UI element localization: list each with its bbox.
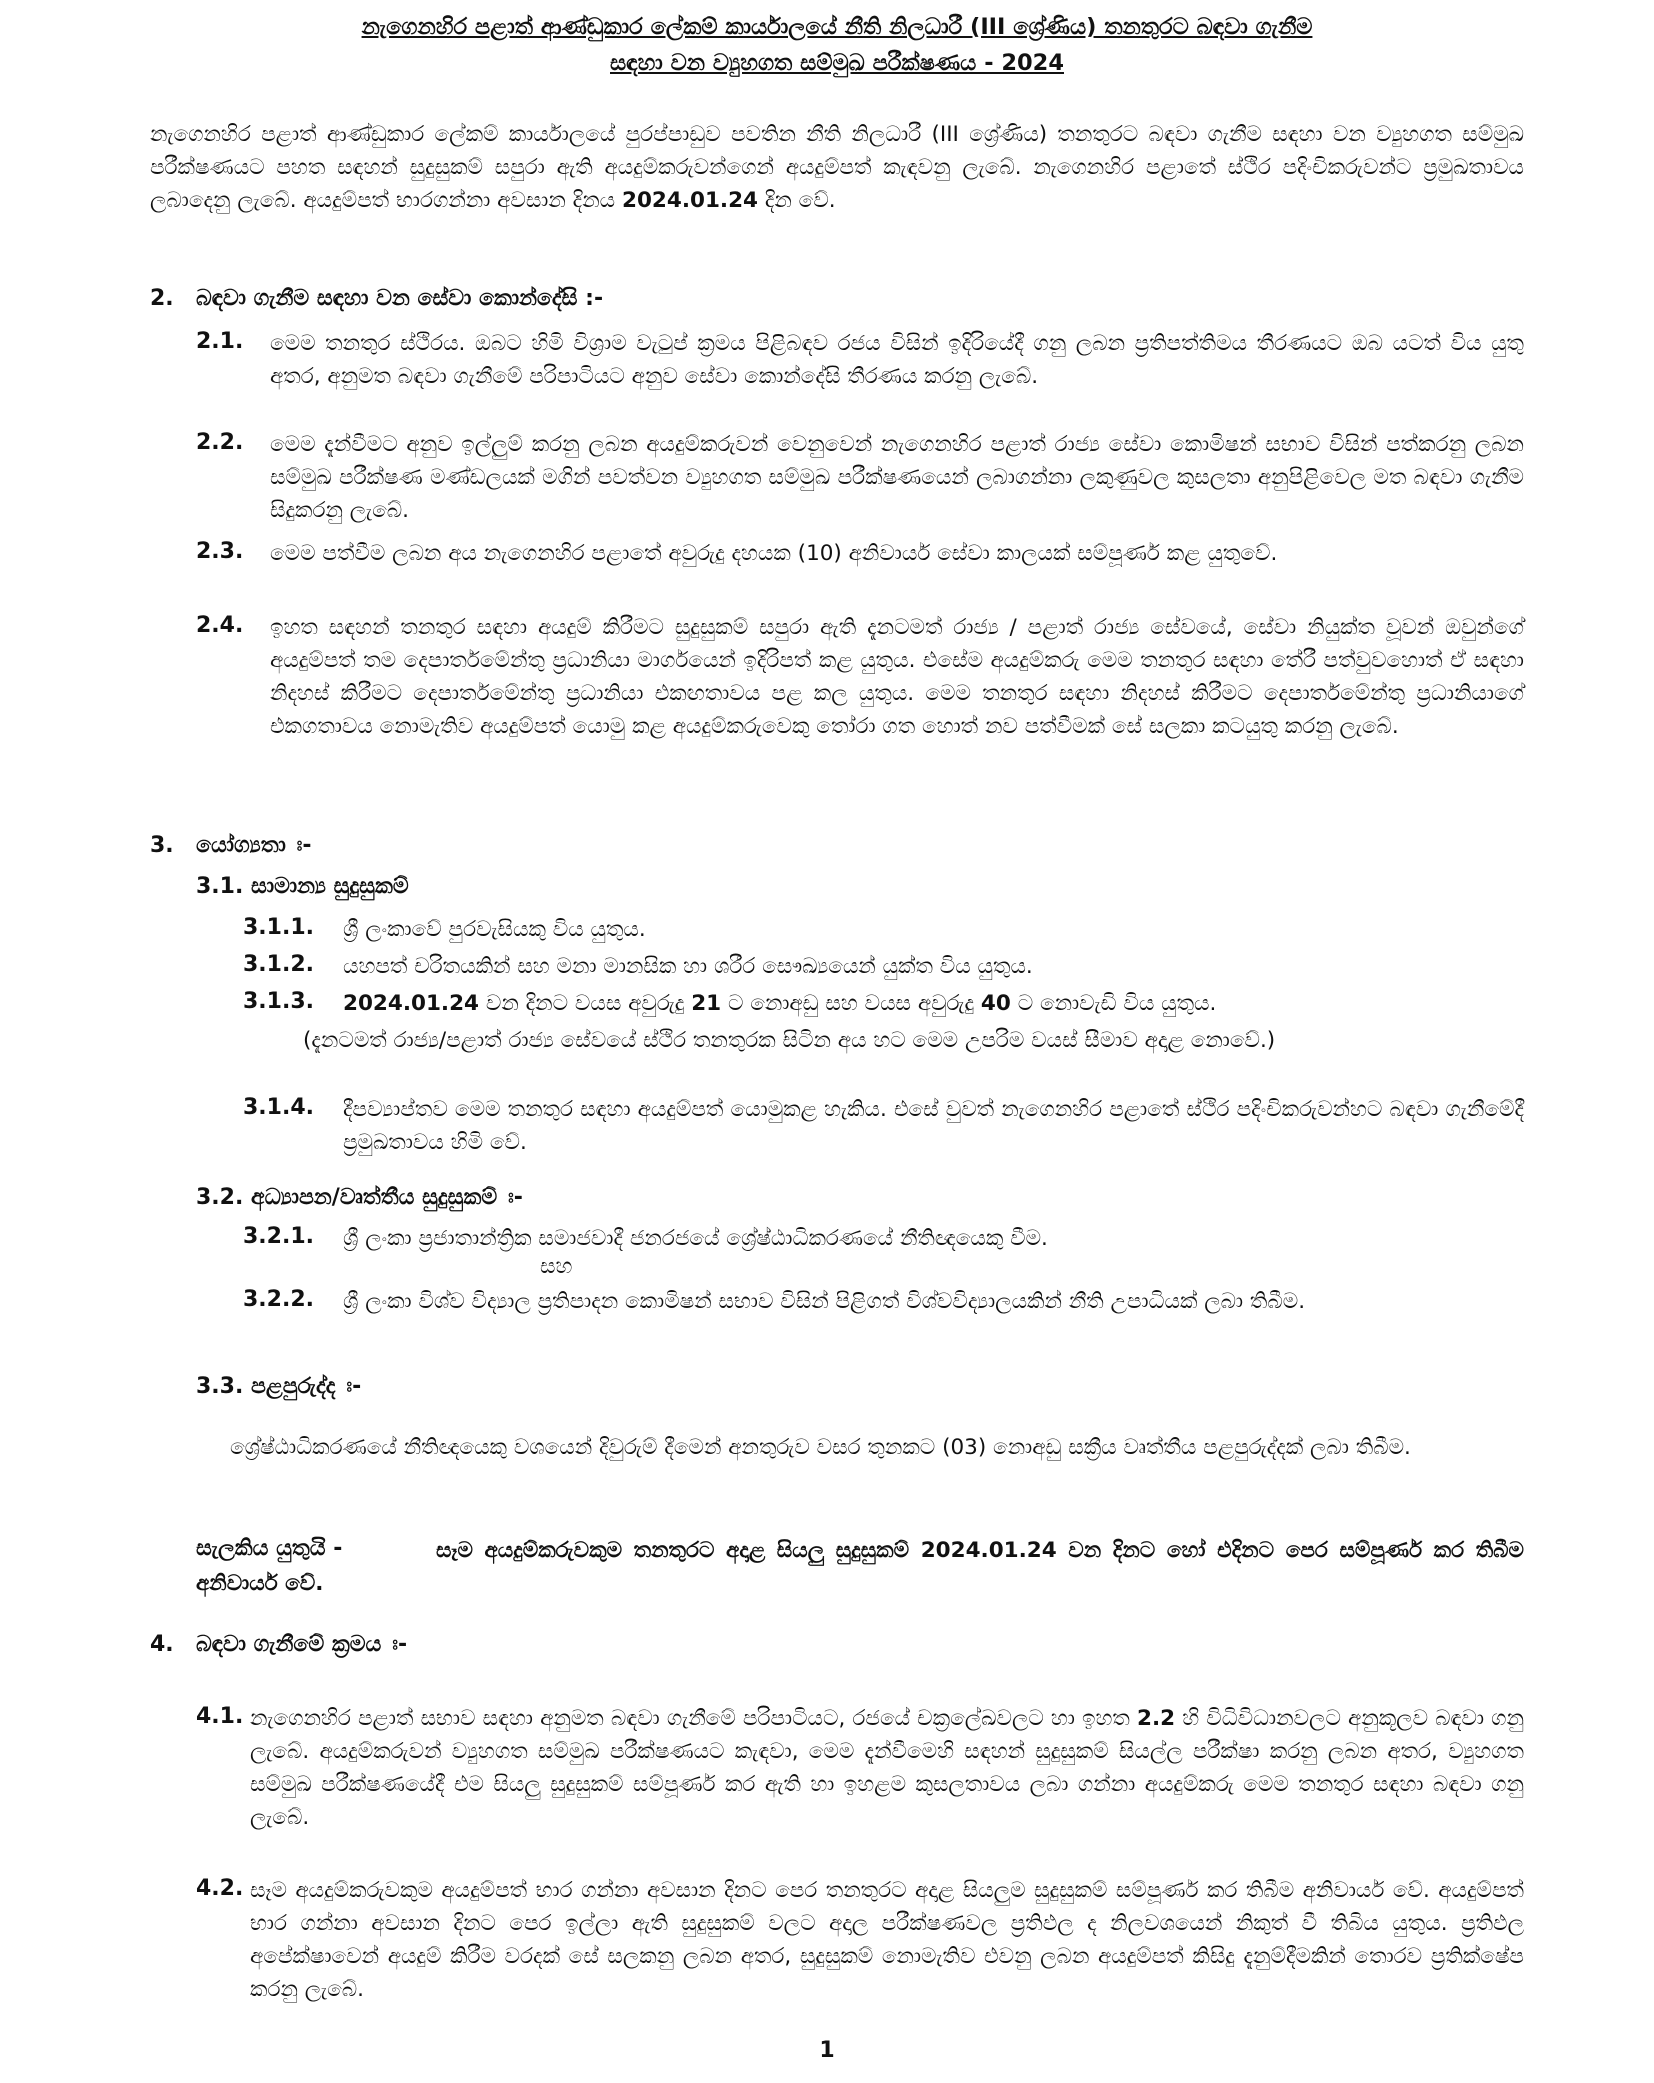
item-3-1-2-number: 3.1.2. [243,952,314,977]
conjunction-and: සහ [540,1254,573,1279]
item-3-1-3-note: (දැනටමත් රාජ්‍ය/පළාත් රාජ්‍ය සේවයේ ස්ථිර තනතුරක සිටින අය හට මෙම උපරිම වයස් සීමාව අදාළ නොවේ.) [303,1028,1276,1053]
item-3-1-3-date: 2024.01.24 [343,991,480,1016]
intro-tail: දින වේ. [764,188,836,213]
section-3-2-heading: 3.2. අධ්‍යාපන/වෘත්තීය සුදුසුකම් ඃ- [196,1185,523,1210]
important-note-text: සෑම අයදුම්කරුවකුම තනතුරට අදාළ සියලු සුදුසුකම් 2024.01.24 වන දිනට හෝ එදිනට පෙර සම්පූර්ණ කර තිබීම අනිවාර්ය වේ. [196,1538,1524,1596]
item-4-1-number: 4.1. [196,1704,244,1729]
intro-text: නැගෙනහිර පළාත් ආණ්ඩුකාර ලේකම් කාර්යාලයේ පුරප්පාඩුව පවතින නීති නිලධාරී (III ශ්‍රේණිය) තනතුරට බඳවා ගැනීම සඳහා වන ව්‍යුහගත සම්මුඛ පරීක්ෂණයට පහත සඳහන් සුදුසුකම් සපුරා ඇති අයදුම්කරුවන්ගෙන් අයදුම්පත් කැඳවනු ලැබේ. නැගෙනහිර පළාතේ ස්ථිර පදිංචිකරුවන්ට ප්‍රමුඛතාවය ලබාදෙනු ලැබේ. අයදුම්පත් භාරගන්නා අවසාන දිනය [150,122,1524,213]
item-3-2-1-text: ශ්‍රී ලංකා ප්‍රජාතාන්ත්‍රික සමාජවාදී ජනරජයේ ශ්‍රේෂ්ඨාධිකරණයේ නීතිඥයෙකු වීම. [343,1226,1048,1251]
item-3-2-2-number: 3.2.2. [243,1287,314,1312]
title-line-2: සඳහා වන ව්‍යුහගත සම්මුඛ පරීක්ෂණය - 2024 [610,50,1064,76]
item-2-3-number: 2.3. [196,539,244,564]
item-4-1-text: නැගෙනහිර පළාත් සභාව සඳහා අනුමත බඳවා ගැනීමේ පරිපාටියට, රජයේ චක්‍රලේඛවලට හා ඉහත 2.2 හි විධිවිධානවලට අනුකූලව බඳවා ගනු ලැබේ. අයදුම්කරුවන් ව්‍යුහගත සම්මුඛ පරීක්ෂණයට කැඳවා, මෙම දැන්වීමෙහි සඳහන් සුදුසුකම් සියල්ල පරීක්ෂා කරනු ලබන අතර, ව්‍යුහගත සම්මුඛ පරීක්ෂණයේදී එම සියලු සුදුසුකම් සම්පූර්ණ කර ඇති හා ඉහළම කුසලතාවය ලබා ගන්නා අයදුම්කරු මෙම තනතුර සඳහා බඳවා ගනු ලැබේ. [250,1706,1524,1830]
title-line-1: නැගෙනහිර පළාත් ආණ්ඩුකාර ලේකම් කාර්යාලයේ නීති නිලධාරී (III ශ්‍රේණිය) තනතුරට බඳවා ගැනීම [361,14,1313,40]
item-3-1-1-number: 3.1.1. [243,915,314,940]
item-3-1-2-text: යහපත් චරිතයකින් සහ මනා මානසික හා ශරීර සෞඛ්‍යයෙන් යුක්ත විය යුතුය. [343,954,1033,979]
item-2-2-number: 2.2. [196,430,244,455]
item-3-1-4-text: දීපව්‍යාප්තව මෙම තනතුර සඳහා අයදුම්පත් යොමුකළ හැකිය. එසේ වුවත් නැගෙනහිර පළාතේ ස්ථිර පදිංචිකරුවන්හට බඳවා ගැනීමේදී ප්‍රමුඛතාවය හිමි වේ. [343,1097,1524,1155]
item-4-2-number: 4.2. [196,1876,244,1901]
item-2-1-text: මෙම තනතුර ස්ථිරය. ඔබට හිමි විශ්‍රාම වැටුප් ක්‍රමය පිළිබඳව රජය විසින් ඉදිරියේදී ගනු ලබන ප්‍රතිපත්තිමය තීරණයට ඔබ යටත් විය යුතු අතර, අනුමත බඳවා ගැනීමේ පරිපාටියට අනුව සේවා කොන්දේසි තීරණය කරනු ලැබේ. [270,331,1524,389]
item-3-1-3-number: 3.1.3. [243,989,314,1014]
item-2-1-number: 2.1. [196,329,244,354]
section-2-heading: 2. බඳවා ගැනීම සඳහා වන සේවා කොන්දේසි :- [150,286,604,311]
section-3-heading: 3. යෝග්‍යතා ඃ- [150,833,312,858]
item-2-4-number: 2.4. [196,613,244,638]
intro-deadline-date: 2024.01.24 [621,188,758,213]
section-3-1-heading: 3.1. සාමාන්‍ය සුදුසුකම් [196,874,409,899]
item-2-2-text: මෙම දැන්වීමට අනුව ඉල්ලුම් කරනු ලබන අයදුම්කරුවන් වෙනුවෙන් නැගෙනහිර පළාත් රාජ්‍ය සේවා කොමිෂන් සභාව විසින් පත්කරනු ලබන සම්මුඛ පරීක්ෂණ මණ්ඩලයක් මගින් පවත්වන ව්‍යුහගත සම්මුඛ පරීක්ෂණයෙන් ලබාගන්නා ලකුණුවල කුසලතා අනුපිළිවෙල මත බඳවා ගැනීම සිදුකරනු ලැබේ. [270,432,1524,523]
section-3-3-heading: 3.3. පළපුරුද්ද ඃ- [196,1374,362,1399]
item-3-1-4-number: 3.1.4. [243,1095,314,1120]
item-2-4-text: ඉහත සඳහන් තනතුර සඳහා අයදුම් කිරීමට සුදුසුකම් සපුරා ඇති දැනටමත් රාජ්‍ය / පළාත් රාජ්‍ය සේවයේ, සේවා නියුක්ත වූවන් ඔවුන්ගේ අයදුම්පත් තම දෙපාර්තමේන්තු ප්‍රධානියා මාර්ගයෙන් ඉදිරිපත් කළ යුතුය. එසේම අයදුම්කරු මෙම තනතුර සඳහා තේරී පත්වුවහොත් ඒ සඳහා නිදහස් කිරීමට දෙපාර්තමේන්තු ප්‍රධානියා එකඟතාවය පළ කල යුතුය. මෙම තනතුර සඳහා නිදහස් කිරීමට දෙපාර්තමේන්තු ප්‍රධානියාගේ එකගතාවය නොමැතිව අයදුම්පත් යොමු කළ අයදුම්කරුවෙකු තෝරා ගත හොත් නව පත්වීමක් සේ සලකා කටයුතු කරනු ලැබේ. [270,615,1524,739]
section-4-heading: 4. බඳවා ගැනීමේ ක්‍රමය ඃ- [150,1632,408,1657]
item-2-3-text: මෙම පත්වීම ලබන අය නැගෙනහිර පළාතේ අවුරුදු දහයක (10) අනිවාර්ය සේවා කාලයක් සම්පූර්ණ කළ යුතුවේ. [270,541,1278,566]
item-4-1-reference: 2.2 [1137,1706,1176,1731]
item-3-2-2-text: ශ්‍රී ලංකා විශ්ව විද්‍යාල ප්‍රතිපාදන කොමිෂන් සභාව විසින් පිළිගත් විශ්වවිද්‍යාලයකින් නීති උපාධියක් ලබා තිබීම. [343,1289,1306,1314]
item-3-1-1-text: ශ්‍රී ලංකාවේ පුරවැසියකු විය යුතුය. [343,917,646,942]
page-number: 1 [819,2038,835,2063]
item-4-2-text: සෑම අයදුම්කරුවකුම අයදුම්පත් භාර ගන්නා අවසාන දිනට පෙර තනතුරට අදාළ සියලුම සුදුසුකම් සම්පූර්ණ කර තිබීම අනිවාර්ය වේ. අයදුම්පත් භාර ගන්නා අවසාන දිනට පෙර ඉල්ලා ඇති සුදුසුකම් වලට අදාල පරීක්ෂණවල ප්‍රතිඵල ද නිලවශයෙන් නිකුත් වී තිබිය යුතුය. ප්‍රතිඵල අපේක්ෂාවෙන් අයදුම් කිරීම වරදක් සේ සලකනු ලබන අතර, සුදුසුකම් නොමැතිව එවනු ලබන අයදුම්පත් කිසිදු දැනුම්දීමකින් තොරව ප්‍රතික්ෂේප කරනු ලැබේ. [250,1878,1524,2002]
important-note-label: සැලකිය යුතුයි - [196,1536,343,1561]
intro-paragraph [150,118,1524,217]
item-3-1-3-text: 2024.01.24 වන දිනට වයස අවුරුදු 21 ට නොඅඩු සහ වයස අවුරුදු 40 ට නොවැඩි විය යුතුය. [343,991,1217,1016]
experience-text: ශ්‍රේෂ්ඨාධිකරණයේ නීතිඥයෙකු වශයෙන් දිවුරුම් දීමෙන් අනතුරුව වසර තුනකට (03) නොඅඩු සක්‍රීය වෘත්තීය පළපුරුද්දක් ලබා තිබීම. [230,1435,1411,1460]
item-3-2-1-number: 3.2.1. [243,1224,314,1249]
